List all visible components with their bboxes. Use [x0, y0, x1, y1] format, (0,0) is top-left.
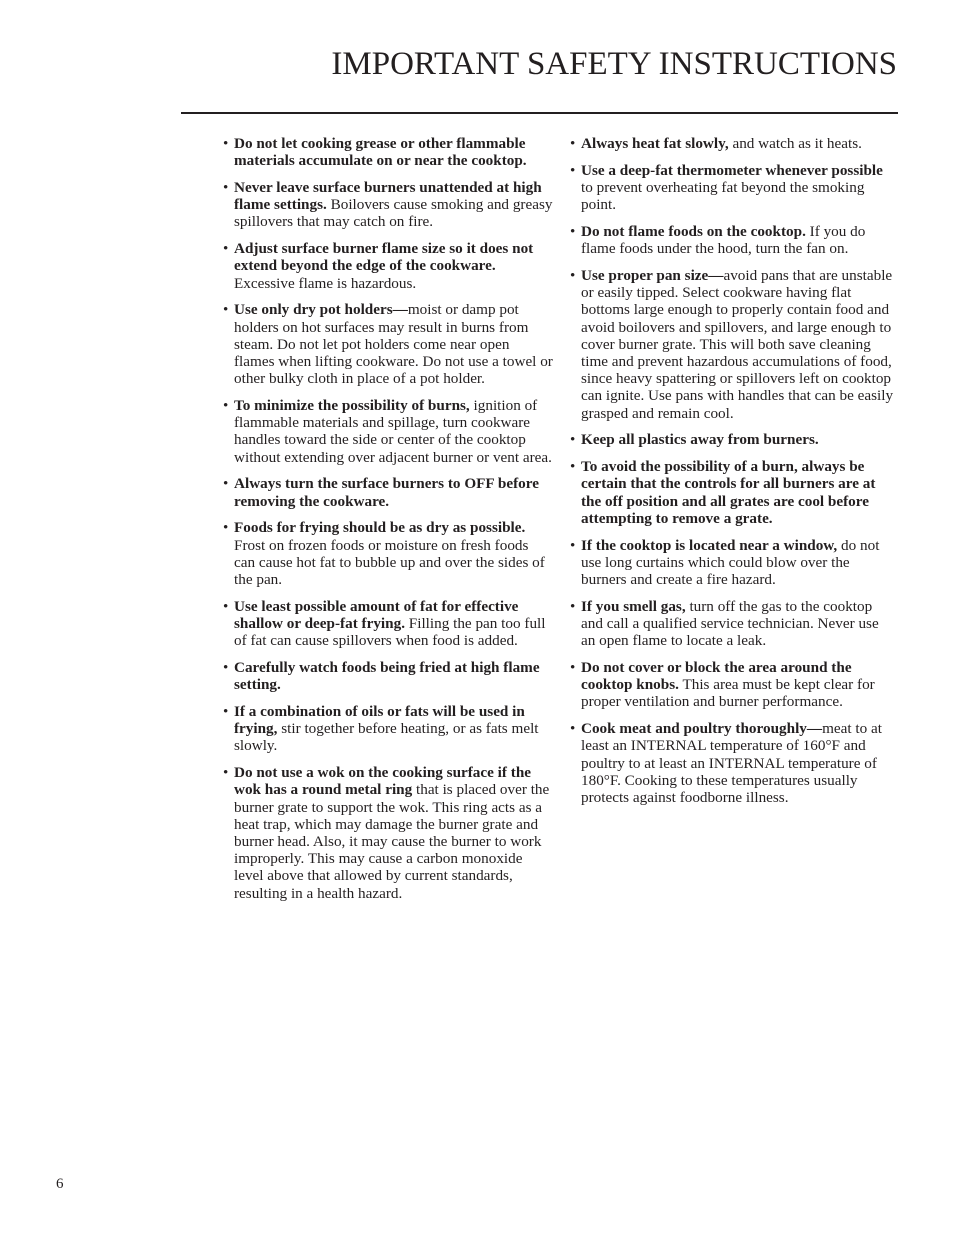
bullet: •: [223, 475, 229, 493]
item-heading: Use a deep-fat thermometer whenever possible: [581, 161, 883, 179]
item-heading: Use least possible amount of fat for effective shallow or deep-fat frying.: [234, 597, 519, 633]
item-heading: Do not use a wok on the cooking surface if the wok has a round metal ring: [234, 764, 532, 799]
page-number: 6: [56, 1176, 64, 1192]
bullet: •: [570, 161, 576, 179]
item-body: Frost on frozen foods or moisture on fresh foods can cause hot fat to bubble up and over the sides of the pan.: [234, 536, 545, 589]
safety-item: [223, 475, 553, 509]
item-heading: Keep all plastics away from burners.: [581, 431, 819, 449]
item-heading: Adjust surface burner flame size so it does not extend beyond the edge of the cookware.: [234, 240, 534, 275]
bullet: •: [570, 223, 576, 240]
bullet: •: [570, 597, 576, 615]
safety-item: [570, 135, 895, 152]
item-body: do not use long curtains which could blow over the burners and create a fire hazard.: [581, 536, 880, 589]
bullet: •: [223, 597, 229, 615]
bullet: •: [223, 301, 229, 319]
item-heading: Cook meat and poultry thoroughly—: [581, 720, 823, 738]
safety-item: [223, 519, 553, 588]
bullet: •: [223, 519, 229, 537]
safety-item: [570, 431, 895, 448]
bullet: •: [570, 659, 576, 677]
item-body: to prevent overheating fat beyond the smoking point.: [581, 179, 865, 214]
right-column: [570, 135, 895, 816]
item-body: If you do flame foods under the hood, turn the fan on.: [581, 223, 866, 258]
item-heading: If a combination of oils or fats will be used in frying,: [234, 703, 525, 738]
safety-item: [223, 659, 553, 693]
item-heading: Use only dry pot holders—: [234, 301, 408, 319]
item-heading: Never leave surface burners unattended at high flame settings.: [234, 179, 542, 214]
item-heading: Do not flame foods on the cooktop.: [581, 223, 806, 240]
safety-item: [570, 458, 895, 527]
item-body: ignition of flammable materials and spillage, turn cookware handles toward the side or center of the cooktop without extending over adjacent burner or vent area.: [234, 397, 552, 466]
item-body: Filling the pan too full of fat can cause spillovers when food is added.: [234, 615, 546, 650]
item-heading: To minimize the possibility of burns,: [234, 397, 470, 415]
safety-item: [223, 598, 553, 650]
bullet: •: [570, 267, 576, 284]
item-body: This area must be kept clear for proper ventilation and burner performance.: [581, 676, 875, 711]
safety-item: [223, 703, 553, 755]
item-heading: Carefully watch foods being fried at high flame setting.: [234, 659, 540, 694]
safety-item: [570, 598, 895, 650]
safety-item: [570, 267, 895, 422]
item-body: Boilovers cause smoking and greasy spillovers that may catch on fire.: [234, 196, 553, 231]
item-body: moist or damp pot holders on hot surfaces may result in burns from steam. Do not let pot holders come near open flames when lifting cookware. Do not use a towel or other bulky cloth in place of a pot holder.: [234, 301, 553, 388]
bullet: •: [570, 536, 576, 554]
item-heading: To avoid the possibility of a burn, always be certain that the controls for all burners are at the off position and all grates are cool before attempting to remove a grate.: [581, 458, 876, 527]
bullet: •: [570, 720, 576, 738]
item-body: turn off the gas to the cooktop and call a qualified service technician. Never use an open flame to locate a leak.: [581, 597, 879, 650]
safety-item: [570, 162, 895, 214]
bullet: •: [570, 135, 576, 152]
item-body: stir together before heating, or as fats melt slowly.: [234, 720, 539, 755]
left-column: [223, 135, 553, 911]
item-heading: If you smell gas,: [581, 597, 686, 615]
bullet: •: [223, 179, 229, 196]
bullet: •: [223, 135, 229, 152]
item-heading: Do not cover or block the area around the cooktop knobs.: [581, 659, 852, 694]
item-body: meat to at least an INTERNAL temperature of 160°F and poultry to at least an INTERNAL temperature of 180°F. Cooking to these temperatures usually protects against foodborne illness.: [581, 720, 882, 807]
item-heading: Always heat fat slowly,: [581, 135, 729, 152]
item-heading: Foods for frying should be as dry as possible.: [234, 519, 526, 537]
bullet: •: [223, 240, 229, 258]
safety-item: [223, 764, 553, 902]
title-divider: [181, 112, 898, 114]
bullet: •: [570, 458, 576, 476]
safety-item: [570, 223, 895, 257]
bullet: •: [223, 703, 229, 721]
safety-item: [570, 720, 895, 806]
page-title: IMPORTANT SAFETY INSTRUCTIONS: [331, 46, 897, 82]
bullet: •: [223, 397, 229, 415]
safety-item: [570, 537, 895, 589]
bullet: •: [223, 659, 229, 677]
item-body: and watch as it heats.: [728, 135, 862, 152]
item-heading: Use proper pan size—: [581, 267, 724, 284]
item-heading: If the cooktop is located near a window,: [581, 536, 838, 554]
item-body: Excessive flame is hazardous.: [234, 274, 417, 292]
item-body: avoid pans that are unstable or easily tipped. Select cookware having flat bottoms large enough to properly contain food and avoid boilovers and spillovers, and large enough to cover burner grate. This will both save cleaning time and prevent hazardous accumulations of food, since heavy spattering or spillovers left on cooktop can ignite. Use pans with handles that can be easily grasped and remain cool.: [581, 267, 894, 422]
safety-item: [223, 135, 553, 169]
bullet: •: [223, 764, 229, 782]
safety-item: [223, 179, 553, 231]
safety-item: [570, 659, 895, 711]
safety-item: [223, 397, 553, 466]
item-body: that is placed over the burner grate to support the wok. This ring acts as a heat trap, which may damage the burner grate and burner head. Also, it may cause the burner to work improperly. This may cause a carbon monoxide level above that allowed by current standards, resulting in a health hazard.: [234, 781, 550, 902]
safety-item: [223, 240, 553, 292]
item-heading: Do not let cooking grease or other flammable materials accumulate on or near the cooktop.: [234, 135, 527, 170]
item-heading: Always turn the surface burners to OFF before removing the cookware.: [234, 475, 539, 510]
bullet: •: [570, 431, 576, 449]
safety-item: [223, 301, 553, 387]
